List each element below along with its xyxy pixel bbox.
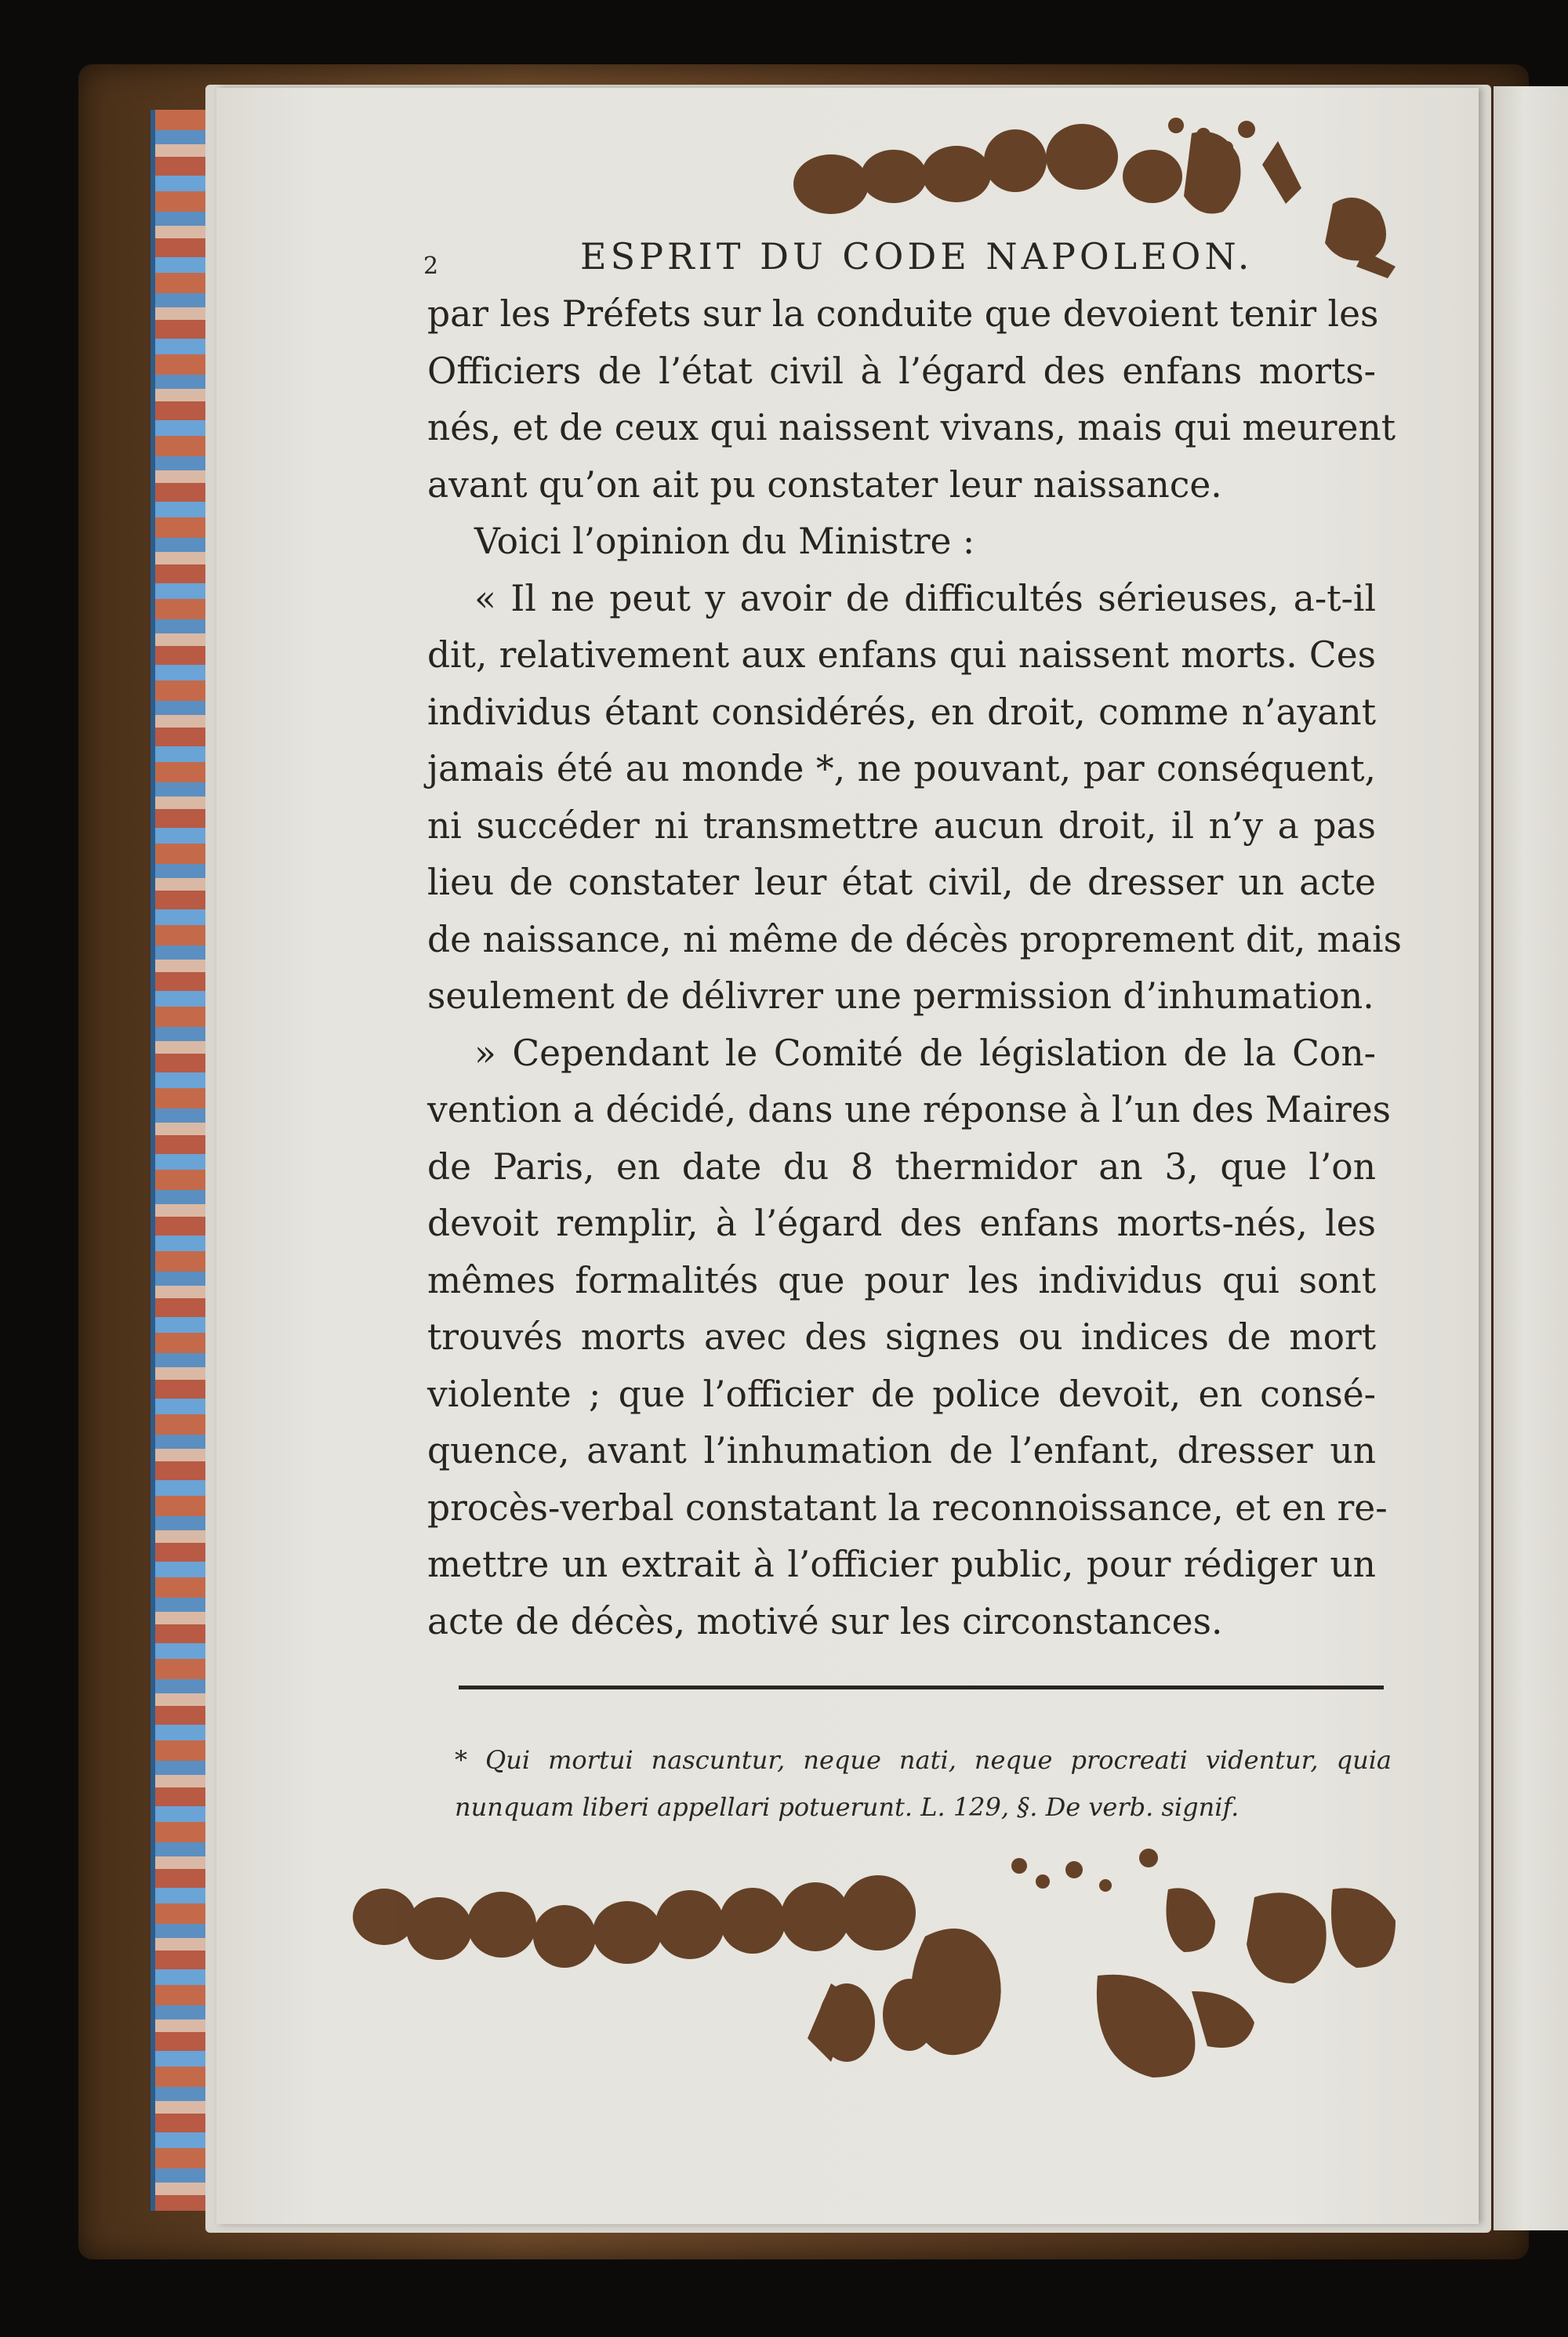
text-line: procès-verbal constatant la reconnoissance, et en re- bbox=[427, 1486, 1388, 1529]
text-line: Officiers de l’état civil à l’égard des enfans morts- bbox=[427, 350, 1376, 392]
footnote-line: * Qui mortui nascuntur, neque nati, neque procreati videntur, quia bbox=[455, 1745, 1392, 1775]
footnote-line: nunquam liberi appellari potuerunt. L. 129, §. De verb. signif. bbox=[455, 1792, 1240, 1822]
text-line: mettre un extrait à l’officier public, pour rédiger un bbox=[427, 1544, 1376, 1585]
text-line: mêmes formalités que pour les individus qui sont bbox=[427, 1259, 1376, 1301]
text-line: devoit remplir, à l’égard des enfans morts-nés, les bbox=[427, 1203, 1376, 1244]
page-number: 2 bbox=[423, 252, 439, 280]
body-text bbox=[427, 286, 1402, 1650]
text-line: seulement de délivrer une permission d’inhumation. bbox=[427, 975, 1374, 1017]
text-line: « Il ne peut y avoir de difficultés sérieuses, a-t-il bbox=[474, 577, 1376, 619]
page-header bbox=[423, 235, 1411, 290]
text-line: individus étant considérés, en droit, comme n’ayant bbox=[427, 691, 1376, 733]
text-line: lieu de constater leur état civil, de dresser un acte bbox=[427, 862, 1376, 903]
text-line: vention a décidé, dans une réponse à l’un des Maires bbox=[427, 1089, 1392, 1130]
text-line: avant qu’on ait pu constater leur naissance. bbox=[427, 463, 1222, 506]
text-line: ni succéder ni transmettre aucun droit, il n’y a pas bbox=[427, 804, 1376, 847]
text-line: Voici l’opinion du Ministre : bbox=[474, 521, 975, 562]
text-line: dit, relativement aux enfans qui naissent morts. Ces bbox=[427, 634, 1376, 676]
text-line: par les Préfets sur la conduite que devoient tenir les bbox=[427, 293, 1379, 335]
text-line: jamais été au monde *, ne pouvant, par conséquent, bbox=[427, 748, 1376, 789]
footnote-rule bbox=[459, 1686, 1384, 1689]
footnote bbox=[455, 1736, 1392, 1831]
text-line: violente ; que l’officier de police devoit, en consé- bbox=[427, 1373, 1376, 1415]
text-line: de naissance, ni même de décès proprement dit, mais bbox=[427, 918, 1402, 960]
text-line: de Paris, en date du 8 thermidor an 3, que l’on bbox=[427, 1145, 1376, 1188]
text-line: nés, et de ceux qui naissent vivans, mais qui meurent bbox=[427, 407, 1396, 448]
text-line: trouvés morts avec des signes ou indices de mort bbox=[427, 1316, 1376, 1358]
text-line: acte de décès, motivé sur les circonstances. bbox=[427, 1600, 1223, 1642]
facing-page-edge bbox=[1494, 86, 1568, 2230]
running-title: ESPRIT DU CODE NAPOLEON. bbox=[580, 235, 1254, 278]
marbled-endpaper bbox=[151, 110, 212, 2211]
text-line: quence, avant l’inhumation de l’enfant, dresser un bbox=[427, 1430, 1376, 1472]
text-line: » Cependant le Comité de législation de la Con- bbox=[474, 1032, 1376, 1074]
